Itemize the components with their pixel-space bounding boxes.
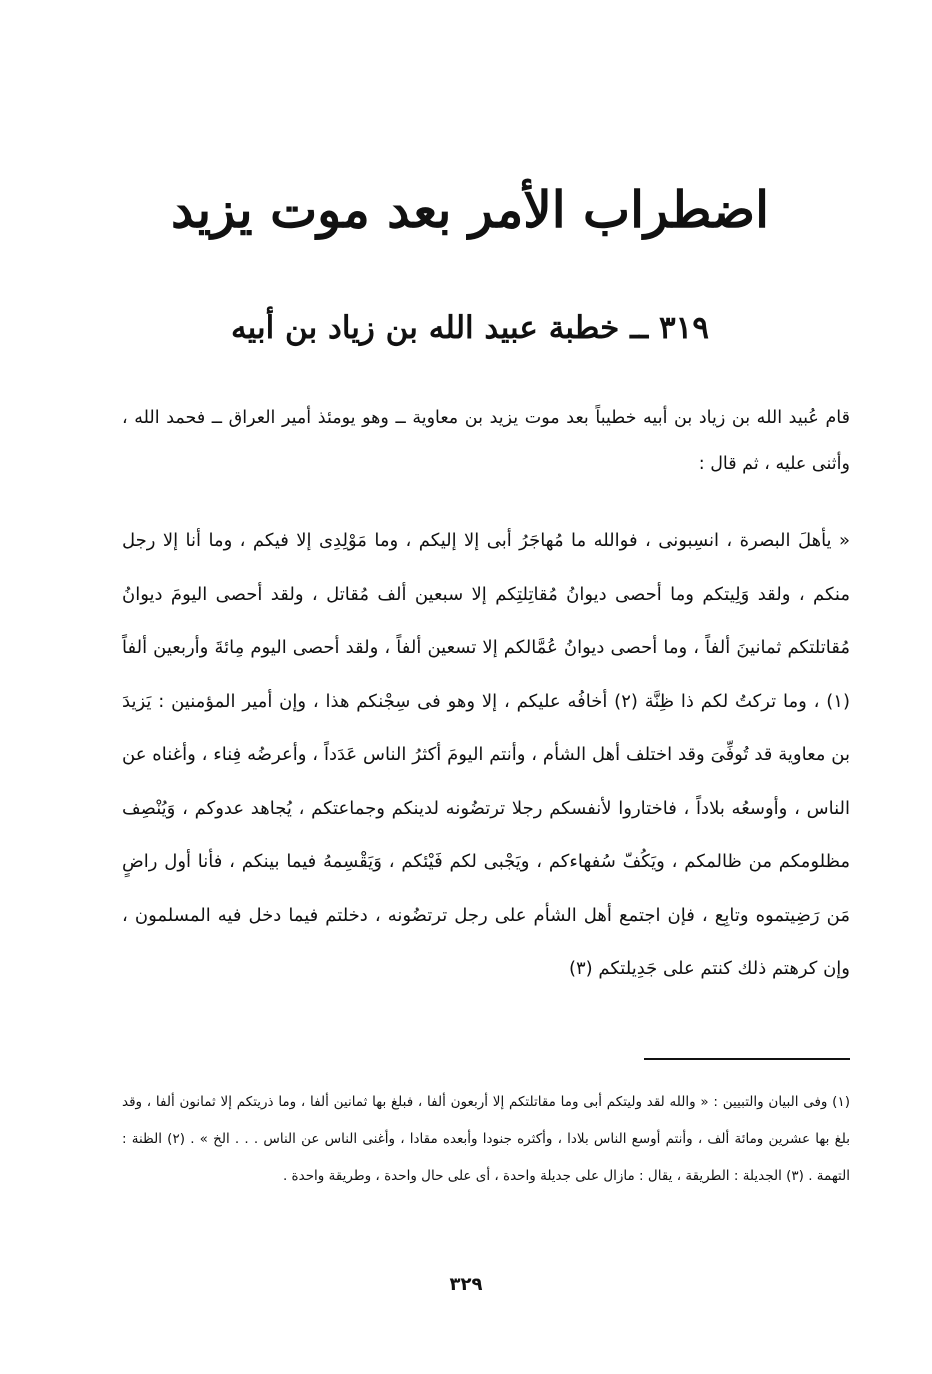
footnotes: (١) وفى البيان والتبيين : « والله لقد وليتكم أبى وما مقاتلتكم إلا أربعون ألفا ، فبلغ بها ثمانين ألفا ، وما ذريتكم إلا ثمانون ألفا ، وقد بلغ بها عشرين ومائة ألف ، وأنتم أوسع الناس بلادا ، وأكثره جنودا وأبعده مقادا ، وأغنى الناس عن الناس . . . الخ » . (٢) الظنة : التهمة . (٣) الجديلة : الطريقة ، يقال : مازال على جديلة واحدة ، أى على حال واحدة ، وطريقة واحدة . bbox=[122, 1094, 850, 1184]
page-number: ٣٢٩ bbox=[449, 1274, 483, 1295]
intro-paragraph: قام عُبيد الله بن زياد بن أبيه خطيباً بعد موت يزيد بن معاوية ــ وهو يومئذ أمير العراق ــ فحمد الله ، وأثنى عليه ، ثم قال : bbox=[122, 408, 850, 474]
section-title: ٣١٩ ــ خطبة عبيد الله بن زياد بن أبيه bbox=[231, 310, 709, 346]
speech-paragraph: « يأهلَ البصرة ، انسِبونى ، فوالله ما مُهاجَرُ أبى إلا إليكم ، وما مَوْلِدِى إلا فيكم ، وما أنا إلا رجل منكم ، ولقد وَلِيتكم وما أحصى ديوانُ مُقاتِلتِكم إلا سبعين ألف مُقاتل ، ولقد أحصى اليومَ ديوانُ مُقاتلتكم ثمانينَ ألفاً ، وما أحصى ديوانُ عُمَّالكم إلا تسعين ألفاً ، ولقد أحصى اليوم مِائةَ وأربعين ألفاً (١) ، وما تركتُ لكم ذا ظِنَّة (٢) أخافُه عليكم ، إلا وهو فى سِجْنكم هذا ، وإن أمير المؤمنين : يَزيدَ بن معاوية قد تُوفِّىَ وقد اختلف أهل الشأم ، وأنتم اليومَ أكثرُ الناس عَدَداً ، وأعرضُه فِناء ، وأغناه عن الناس ، وأوسعُه بلاداً ، فاختاروا لأنفسكم رجلا ترتضُونه لدينكم وجماعتكم ، يُجاهد عدوكم ، وَيُنْصِف مظلومكم من ظالمكم ، ويَكُفّ سُفهاءكم ، ويَجْبى لكم فَيْئكم ، وَيَقْسِمهُ فيما بينكم ، فأنا أول راضٍ مَن رَضِيتموه وتابِع ، فإن اجتمع أهل الشأم على رجل ترتضُونه ، دخلتم فيما دخل فيه المسلمون ، وإن كرهتم ذلك كنتم على جَدِيلتكم (٣) bbox=[122, 530, 850, 979]
chapter-title: اضطراب الأمر بعد موت يزيد bbox=[171, 180, 769, 239]
footnote-divider bbox=[644, 1058, 850, 1060]
